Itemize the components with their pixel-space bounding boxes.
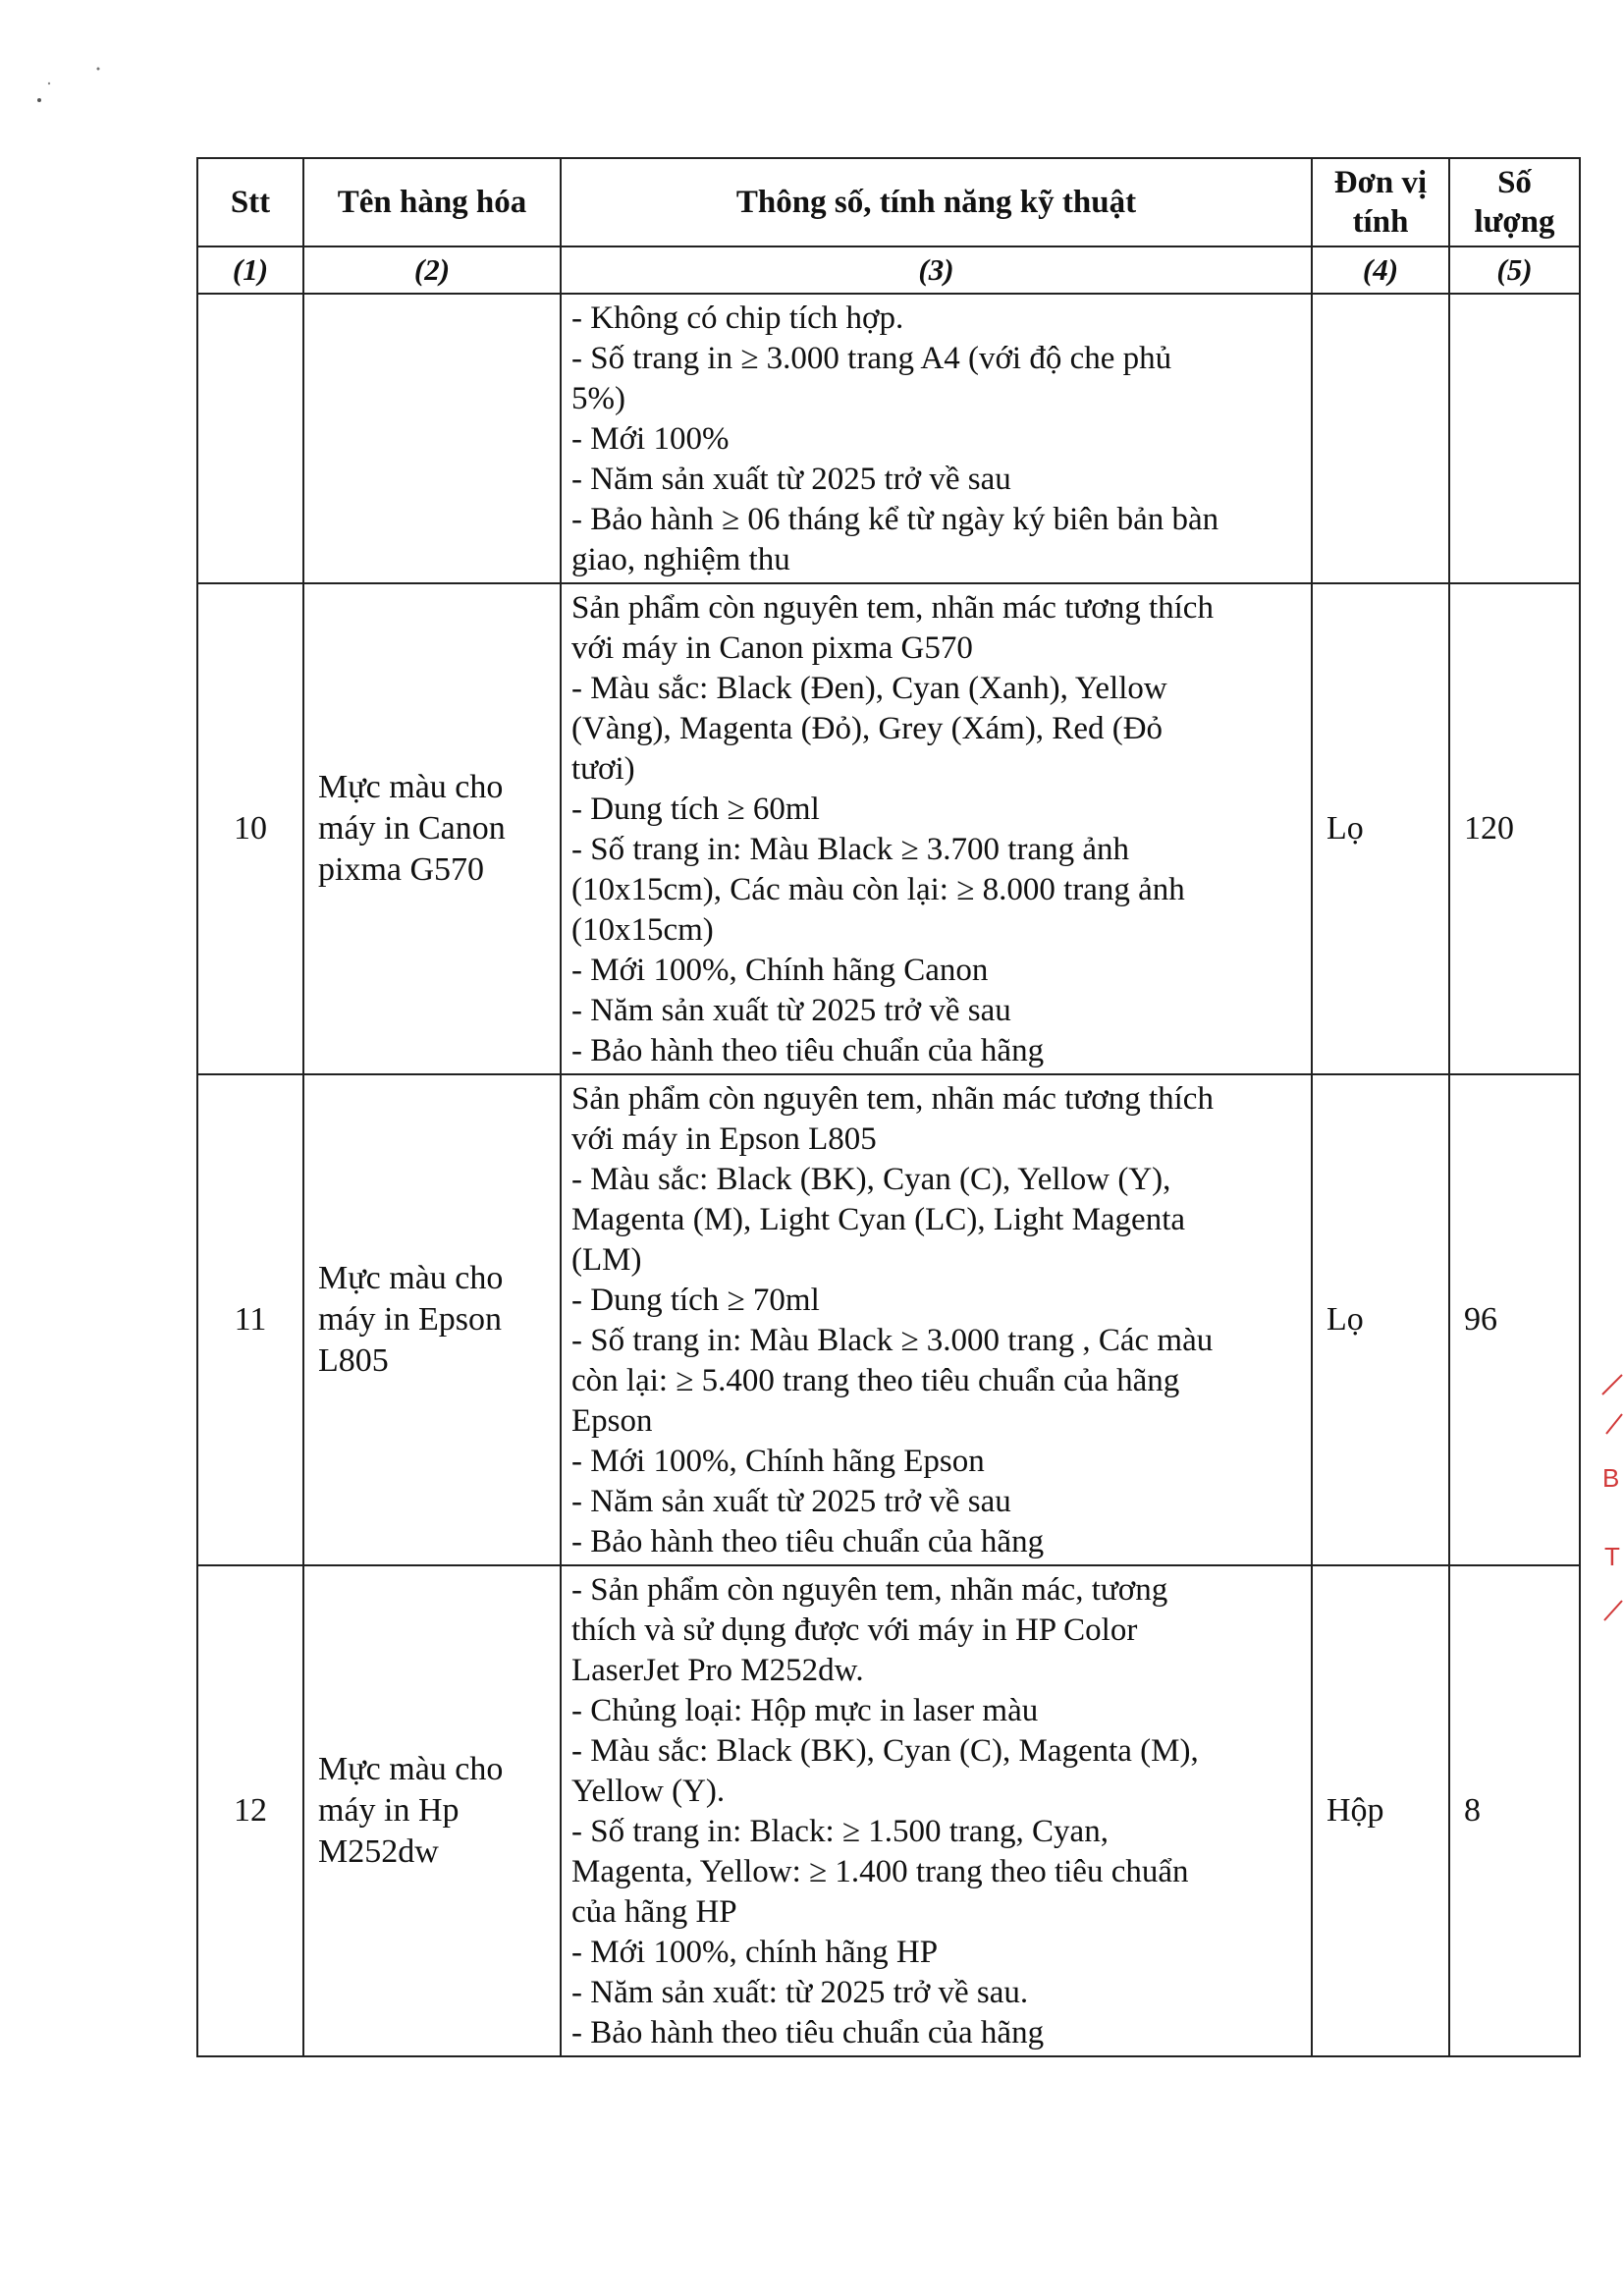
spec-line: - Bảo hành theo tiêu chuẩn của hãng [571, 1033, 1045, 1068]
red-stamp-fragment [1595, 1355, 1624, 1650]
row-stt: 12 [197, 1565, 303, 2056]
column-number: (1) [197, 246, 303, 294]
row-unit: Lọ [1312, 1074, 1449, 1565]
specification-table [196, 157, 1581, 2057]
spec-line: - Màu sắc: Black (BK), Cyan (C), Magenta (M), [571, 1733, 1199, 1769]
spec-line: - Mới 100%, Chính hãng Epson [571, 1444, 985, 1479]
column-number: (3) [561, 246, 1312, 294]
spec-line: (10x15cm) [571, 912, 714, 948]
table-row [197, 294, 1580, 583]
spec-line: (10x15cm), Các màu còn lại: ≥ 8.000 trang ảnh [571, 872, 1185, 907]
spec-line: (Vàng), Magenta (Đỏ), Grey (Xám), Red (Đỏ [571, 711, 1164, 746]
spec-line: - Dung tích ≥ 60ml [571, 792, 820, 827]
spec-line: - Mới 100% [571, 421, 730, 457]
spec-line: Magenta, Yellow: ≥ 1.400 trang theo tiêu chuẩn [571, 1854, 1189, 1889]
row-quantity: 120 [1449, 583, 1580, 1074]
spec-line: LaserJet Pro M252dw. [571, 1653, 864, 1688]
spec-line: - Màu sắc: Black (Đen), Cyan (Xanh), Yellow [571, 671, 1167, 706]
spec-line: - Năm sản xuất: từ 2025 trở về sau. [571, 1975, 1029, 2010]
row-stt: 11 [197, 1074, 303, 1565]
header-qty: Số lượng [1449, 158, 1580, 246]
row-specification [561, 583, 1312, 1074]
row-stt: 10 [197, 583, 303, 1074]
column-number-row [197, 246, 1580, 294]
spec-line: - Sản phẩm còn nguyên tem, nhãn mác, tương [571, 1572, 1168, 1608]
spec-line: (LM) [571, 1242, 642, 1278]
spec-line: - Năm sản xuất từ 2025 trở về sau [571, 462, 1011, 497]
scan-artifact [29, 59, 108, 108]
row-quantity: 8 [1449, 1565, 1580, 2056]
spec-line: Epson [571, 1403, 653, 1439]
column-number: (5) [1449, 246, 1580, 294]
table-row [197, 1074, 1580, 1565]
row-specification [561, 1074, 1312, 1565]
header-spec: Thông số, tính năng kỹ thuật [561, 158, 1312, 246]
stamp-letter: B [1602, 1463, 1620, 1493]
spec-line: 5%) [571, 381, 625, 416]
header-name: Tên hàng hóa [303, 158, 561, 246]
spec-line: - Bảo hành theo tiêu chuẩn của hãng [571, 2015, 1045, 2050]
column-number: (4) [1312, 246, 1449, 294]
row-stt [197, 294, 303, 583]
table-row [197, 1565, 1580, 2056]
spec-line: - Dung tích ≥ 70ml [571, 1283, 820, 1318]
spec-line: - Số trang in: Black: ≥ 1.500 trang, Cyan, [571, 1814, 1109, 1849]
row-unit: Hộp [1312, 1565, 1449, 2056]
row-unit [1312, 294, 1449, 583]
spec-line: với máy in Epson L805 [571, 1121, 877, 1157]
specification-table-wrapper [196, 157, 1579, 2057]
spec-line: - Năm sản xuất từ 2025 trở về sau [571, 993, 1011, 1028]
spec-line: - Không có chip tích hợp. [571, 301, 904, 336]
row-unit: Lọ [1312, 583, 1449, 1074]
row-item-name: Mực màu cho máy in Epson L805 [303, 1074, 561, 1565]
row-item-name [303, 294, 561, 583]
spec-line: - Mới 100%, chính hãng HP [571, 1935, 939, 1970]
row-specification [561, 1565, 1312, 2056]
spec-line: còn lại: ≥ 5.400 trang theo tiêu chuẩn của hãng [571, 1363, 1180, 1398]
spec-line: với máy in Canon pixma G570 [571, 630, 973, 666]
row-quantity [1449, 294, 1580, 583]
spec-line: - Số trang in: Màu Black ≥ 3.000 trang , Các màu [571, 1323, 1214, 1358]
spec-line: Magenta (M), Light Cyan (LC), Light Magenta [571, 1202, 1186, 1237]
table-row [197, 583, 1580, 1074]
spec-line: - Bảo hành theo tiêu chuẩn của hãng [571, 1524, 1045, 1559]
spec-line: Sản phẩm còn nguyên tem, nhãn mác tương thích [571, 1081, 1214, 1117]
spec-line: - Bảo hành ≥ 06 tháng kể từ ngày ký biên bản bàn [571, 502, 1219, 537]
row-specification [561, 294, 1312, 583]
spec-line: - Mới 100%, Chính hãng Canon [571, 953, 989, 988]
spec-line: Sản phẩm còn nguyên tem, nhãn mác tương thích [571, 590, 1214, 626]
header-stt: Stt [197, 158, 303, 246]
header-unit: Đơn vị tính [1312, 158, 1449, 246]
spec-line: Yellow (Y). [571, 1774, 726, 1809]
table-body [197, 294, 1580, 2056]
spec-line: - Màu sắc: Black (BK), Cyan (C), Yellow (Y), [571, 1162, 1171, 1197]
spec-line: - Năm sản xuất từ 2025 trở về sau [571, 1484, 1011, 1519]
row-item-name: Mực màu cho máy in Canon pixma G570 [303, 583, 561, 1074]
header-row [197, 158, 1580, 246]
column-number: (2) [303, 246, 561, 294]
spec-line: - Số trang in: Màu Black ≥ 3.700 trang ảnh [571, 832, 1130, 867]
row-item-name: Mực màu cho máy in Hp M252dw [303, 1565, 561, 2056]
spec-line: của hãng HP [571, 1894, 737, 1930]
spec-line: giao, nghiệm thu [571, 542, 790, 577]
spec-line: thích và sử dụng được với máy in HP Color [571, 1613, 1138, 1648]
row-quantity: 96 [1449, 1074, 1580, 1565]
spec-line: tươi) [571, 751, 635, 787]
spec-line: - Chủng loại: Hộp mực in laser màu [571, 1693, 1039, 1728]
spec-line: - Số trang in ≥ 3.000 trang A4 (với độ che phủ [571, 341, 1172, 376]
stamp-letter: T [1604, 1542, 1620, 1571]
